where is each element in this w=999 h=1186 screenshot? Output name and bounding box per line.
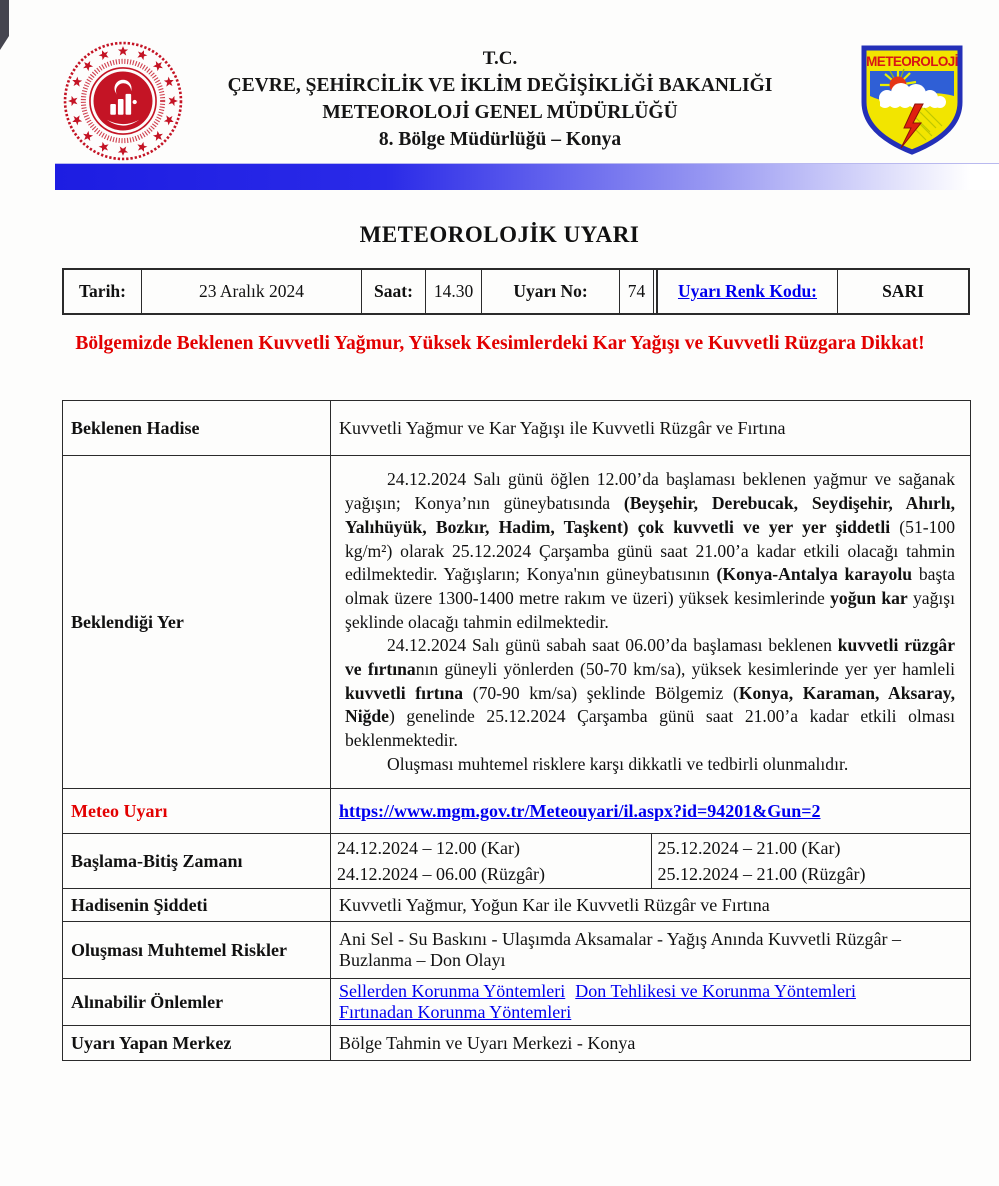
possible-risks-value: Ani Sel - Su Baskını - Ulaşımda Aksamalar - Yağış Anında Kuvvetli Rüzgâr – Buzlanma – Don Olayı [331,922,971,979]
warning-no-label: Uyarı No: [482,270,620,313]
table-row-expected-location [63,456,971,789]
letterhead-tc: T.C. [482,48,518,69]
start-end-value [331,834,971,889]
start-time-wind: 24.12.2024 – 06.00 (Rüzgâr) [337,864,545,884]
paragraph-caution: Oluşması muhtemel risklere karşı dikkatli ve tedbirli olunmalıdır. [387,753,849,774]
warning-details-table [62,400,971,1061]
warning-info-bar [62,268,970,315]
expected-location-label: Beklendiği Yer [63,456,331,789]
start-times-column [331,834,651,888]
paragraph-wind: 24.12.2024 Salı günü sabah saat 06.00’da başlaması beklenen kuvvetli rüzgâr ve fırtınanın güneyli yönlerden (50-70 km/sa), yüksek kesimlerinde yer yer hamleli kuvvetli fırtına (70-90 km/sa) şeklinde Bölgemiz (Konya, Karaman, Aksaray, Niğde) genelinde 25.12.2024 Çarşamba günü saat 21.00’a kadar etkili olması beklenmektedir. [345,635,956,751]
meteo-warning-label: Meteo Uyarı [63,789,331,834]
end-time-snow: 25.12.2024 – 21.00 (Kar) [657,838,841,858]
table-row-precautions [63,979,971,1026]
severity-label: Hadisenin Şiddeti [63,889,331,922]
ministry-seal-icon [62,40,184,162]
location-paragraphs [339,465,962,778]
scan-corner-artifact [0,0,9,50]
issuing-center-value: Bölge Tahmin ve Uyarı Merkezi - Konya [331,1026,971,1061]
document-title: METEOROLOJİK UYARI [359,222,640,247]
start-time-snow: 24.12.2024 – 12.00 (Kar) [337,838,520,858]
table-row-start-end-time [63,834,971,889]
time-value: 14.30 [426,270,482,313]
color-code-value: SARI [882,281,924,301]
table-row-meteo-warning [63,789,971,834]
start-end-columns [331,834,970,888]
letterhead-ministry: ÇEVRE, ŞEHİRCİLİK VE İKLİM DEĞİŞİKLİĞİ BAKANLIĞI [227,75,773,96]
letterhead-region: 8. Bölge Müdürlüğü – Konya [378,129,622,150]
end-times-column [651,834,971,888]
color-code-cell [656,270,838,313]
warning-headline: Bölgemizde Beklenen Kuvvetli Yağmur, Yüksek Kesimlerdeki Kar Yağışı ve Kuvvetli Rüzgara Dikkat! [75,333,925,354]
meteo-warning-value [331,789,971,834]
end-time-wind: 25.12.2024 – 21.00 (Rüzgâr) [657,864,866,884]
header-divider-bar [55,163,999,190]
color-code-link[interactable]: Uyarı Renk Kodu: [677,281,818,301]
paragraph-rain: 24.12.2024 Salı günü öğlen 12.00’da başlaması beklenen yağmur ve sağanak yağışın; Konya’nın güneybatısında (Beyşehir, Derebucak, Seydişehir, Ahırlı, Yalıhüyük, Bozkır, Hadim, Taşkent) çok kuvvetli ve yer yer şiddetli (51-100 kg/m²) olarak 25.12.2024 Çarşamba günü saat 21.00’a kadar etkili olacağı tahmin edilmektedir. Yağışların; Konya'nın güneybatısının (Konya-Antalya karayolu başta olmak üzere 1300-1400 metre rakım ve üzeri) yüksek kesimlerinde yoğun kar yağışı şeklinde olacağı tahmin edilmektedir. [345,469,956,632]
table-row-issuing-center [63,1026,971,1061]
table-row-expected-event [63,401,971,456]
warning-no-value: 74 [620,270,654,313]
expected-location-value [331,456,971,789]
letterhead-directorate: METEOROLOJİ GENEL MÜDÜRLÜĞÜ [322,102,678,123]
issuing-center-label: Uyarı Yapan Merkez [63,1026,331,1061]
date-value: 23 Aralık 2024 [142,270,362,313]
ministry-seal-logo [62,40,184,162]
table-row-severity [63,889,971,922]
start-end-label: Başlama-Bitiş Zamanı [63,834,331,889]
precautions-label: Alınabilir Önlemler [63,979,331,1026]
letterhead [190,46,810,153]
meteorology-shield-icon [858,44,966,156]
shield-logo-text: METEOROLOJİ [866,54,958,69]
time-label: Saat: [362,270,426,313]
storm-protection-link[interactable]: Fırtınadan Korunma Yöntemleri [339,1002,572,1022]
expected-event-value: Kuvvetli Yağmur ve Kar Yağışı ile Kuvvetli Rüzgâr ve Fırtına [331,401,971,456]
precautions-value [331,979,971,1026]
table-row-possible-risks [63,922,971,979]
expected-event-label: Beklenen Hadise [63,401,331,456]
flood-protection-link[interactable]: Sellerden Korunma Yöntemleri [339,981,566,1001]
possible-risks-label: Oluşması Muhtemel Riskler [63,922,331,979]
severity-value: Kuvvetli Yağmur, Yoğun Kar ile Kuvvetli Rüzgâr ve Fırtına [331,889,971,922]
date-label: Tarih: [64,270,142,313]
frost-protection-link[interactable]: Don Tehlikesi ve Korunma Yöntemleri [575,981,856,1001]
meteorology-shield-logo [858,44,966,156]
meteo-warning-url-link[interactable]: https://www.mgm.gov.tr/Meteouyari/il.aspx?id=94201&Gun=2 [339,800,821,821]
